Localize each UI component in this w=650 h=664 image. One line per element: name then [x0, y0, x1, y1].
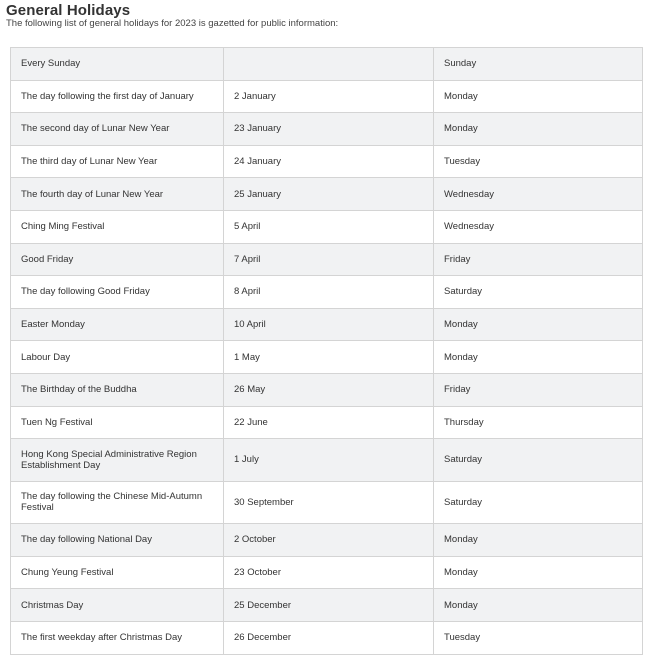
holiday-date-cell: 25 December [224, 589, 434, 622]
holiday-name-cell: Every Sunday [11, 48, 224, 81]
table-row [11, 556, 643, 589]
holiday-date-cell: 30 September [224, 481, 434, 524]
holiday-weekday-cell: Monday [434, 308, 643, 341]
table-row [11, 145, 643, 178]
holiday-name-cell: Ching Ming Festival [11, 210, 224, 243]
holidays-table [10, 47, 643, 655]
holiday-date-cell: 8 April [224, 276, 434, 309]
holiday-date-cell: 26 December [224, 621, 434, 654]
table-row [11, 589, 643, 622]
table-row [11, 243, 643, 276]
holiday-name-cell: The day following Good Friday [11, 276, 224, 309]
holidays-table-body [11, 48, 643, 655]
holiday-date-cell: 23 January [224, 113, 434, 146]
table-row [11, 406, 643, 439]
table-row [11, 621, 643, 654]
holiday-weekday-cell: Tuesday [434, 621, 643, 654]
table-row [11, 80, 643, 113]
holiday-weekday-cell: Thursday [434, 406, 643, 439]
holiday-weekday-cell: Wednesday [434, 210, 643, 243]
holiday-date-cell: 24 January [224, 145, 434, 178]
table-row [11, 524, 643, 557]
holiday-name-cell: Labour Day [11, 341, 224, 374]
holiday-date-cell: 1 May [224, 341, 434, 374]
holiday-date-cell [224, 48, 434, 81]
page-title: General Holidays [6, 2, 131, 19]
holiday-weekday-cell: Wednesday [434, 178, 643, 211]
holiday-weekday-cell: Monday [434, 589, 643, 622]
holiday-name-cell: Tuen Ng Festival [11, 406, 224, 439]
holiday-name-cell: Easter Monday [11, 308, 224, 341]
holiday-weekday-cell: Tuesday [434, 145, 643, 178]
table-row [11, 276, 643, 309]
holiday-name-cell: The Birthday of the Buddha [11, 373, 224, 406]
holiday-weekday-cell: Monday [434, 341, 643, 374]
table-row [11, 481, 643, 524]
holiday-weekday-cell: Saturday [434, 439, 643, 482]
holiday-date-cell: 5 April [224, 210, 434, 243]
table-row [11, 113, 643, 146]
holiday-name-cell: The fourth day of Lunar New Year [11, 178, 224, 211]
holiday-weekday-cell: Sunday [434, 48, 643, 81]
holiday-date-cell: 2 January [224, 80, 434, 113]
holiday-name-cell: Good Friday [11, 243, 224, 276]
intro-text: The following list of general holidays for 2023 is gazetted for public information: [6, 18, 339, 29]
holiday-date-cell: 25 January [224, 178, 434, 211]
table-row [11, 210, 643, 243]
holiday-name-cell: The first weekday after Christmas Day [11, 621, 224, 654]
holiday-date-cell: 7 April [224, 243, 434, 276]
holiday-name-cell: The third day of Lunar New Year [11, 145, 224, 178]
holiday-date-cell: 2 October [224, 524, 434, 557]
table-row [11, 178, 643, 211]
holiday-weekday-cell: Saturday [434, 481, 643, 524]
table-row [11, 373, 643, 406]
holiday-name-cell: Hong Kong Special Administrative Region Establishment Day [11, 439, 224, 482]
holiday-weekday-cell: Friday [434, 373, 643, 406]
holiday-name-cell: Christmas Day [11, 589, 224, 622]
table-row [11, 439, 643, 482]
holiday-weekday-cell: Monday [434, 113, 643, 146]
holiday-name-cell: The second day of Lunar New Year [11, 113, 224, 146]
holiday-weekday-cell: Monday [434, 524, 643, 557]
table-row [11, 341, 643, 374]
holiday-date-cell: 1 July [224, 439, 434, 482]
holiday-weekday-cell: Friday [434, 243, 643, 276]
holiday-date-cell: 23 October [224, 556, 434, 589]
holiday-date-cell: 10 April [224, 308, 434, 341]
holiday-weekday-cell: Monday [434, 556, 643, 589]
table-row [11, 48, 643, 81]
table-row [11, 308, 643, 341]
holiday-weekday-cell: Monday [434, 80, 643, 113]
holiday-weekday-cell: Saturday [434, 276, 643, 309]
holiday-name-cell: Chung Yeung Festival [11, 556, 224, 589]
holiday-date-cell: 26 May [224, 373, 434, 406]
holiday-name-cell: The day following the first day of January [11, 80, 224, 113]
holiday-name-cell: The day following National Day [11, 524, 224, 557]
holiday-date-cell: 22 June [224, 406, 434, 439]
holiday-name-cell: The day following the Chinese Mid-Autumn Festival [11, 481, 224, 524]
